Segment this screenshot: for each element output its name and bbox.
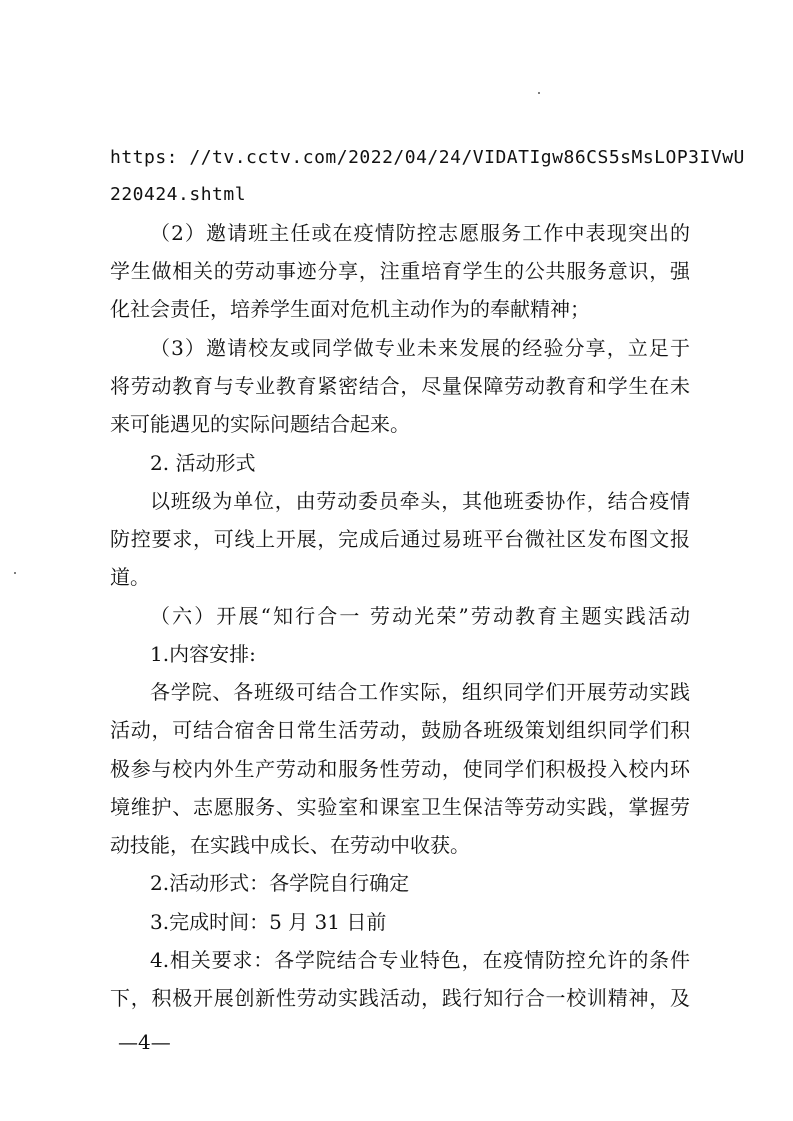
paragraph-line: 来可能遇见的实际问题结合起来。 — [110, 412, 410, 436]
paragraph-line: 境维护、志愿服务、实验室和课室卫生保洁等劳动实践，掌握劳 — [110, 795, 690, 819]
paragraph-line: 下，积极开展创新性劳动实践活动，践行知行合一校训精神，及 — [110, 986, 690, 1010]
paragraph-line: 化社会责任，培养学生面对危机主动作为的奉献精神； — [110, 297, 590, 321]
url-line-2: 220424.shtml — [110, 184, 247, 205]
paragraph-line: 防控要求，可线上开展，完成后通过易班平台微社区发布图文报 — [110, 527, 690, 551]
paragraph-line: 动技能，在实践中成长、在劳动中收获。 — [110, 833, 470, 857]
section-heading: 2.活动形式：各学院自行确定 — [150, 871, 410, 895]
paragraph-line: 极参与校内外生产劳动和服务性劳动，使同学们积极投入校内环 — [110, 757, 690, 781]
paragraph-line: 4.相关要求：各学院结合专业特色，在疫情防控允许的条件 — [150, 948, 690, 972]
url-line-1: https: //tv.cctv.com/2022/04/24/VIDATIgw86CS5sMsLOP3IVwU — [110, 147, 745, 168]
paragraph-line: 学生做相关的劳动事迹分享，注重培育学生的公共服务意识，强 — [110, 259, 690, 283]
paragraph-line: （2）邀请班主任或在疫情防控志愿服务工作中表现突出的 — [150, 221, 690, 245]
scan-speck — [538, 92, 540, 94]
paragraph-line: 道。 — [110, 565, 150, 589]
paragraph-line: 活动，可结合宿舍日常生活劳动，鼓励各班级策划组织同学们积 — [110, 718, 690, 742]
paragraph-line: 各学院、各班级可结合工作实际，组织同学们开展劳动实践 — [150, 680, 690, 704]
paragraph-line: （3）邀请校友或同学做专业未来发展的经验分享，立足于 — [150, 336, 690, 360]
section-heading: 2. 活动形式 — [150, 451, 256, 475]
section-heading: 3.完成时间：5 月 31 日前 — [150, 910, 387, 934]
paragraph-line: 以班级为单位，由劳动委员牵头，其他班委协作，结合疫情 — [150, 489, 690, 513]
paragraph-line: 将劳动教育与专业教育紧密结合，尽量保障劳动教育和学生在未 — [110, 374, 690, 398]
section-heading: （六）开展“知行合一 劳动光荣”劳动教育主题实践活动 — [150, 604, 690, 628]
section-heading: 1.内容安排: — [150, 642, 256, 666]
page-number: —4— — [118, 1030, 171, 1054]
scan-speck — [14, 572, 16, 574]
